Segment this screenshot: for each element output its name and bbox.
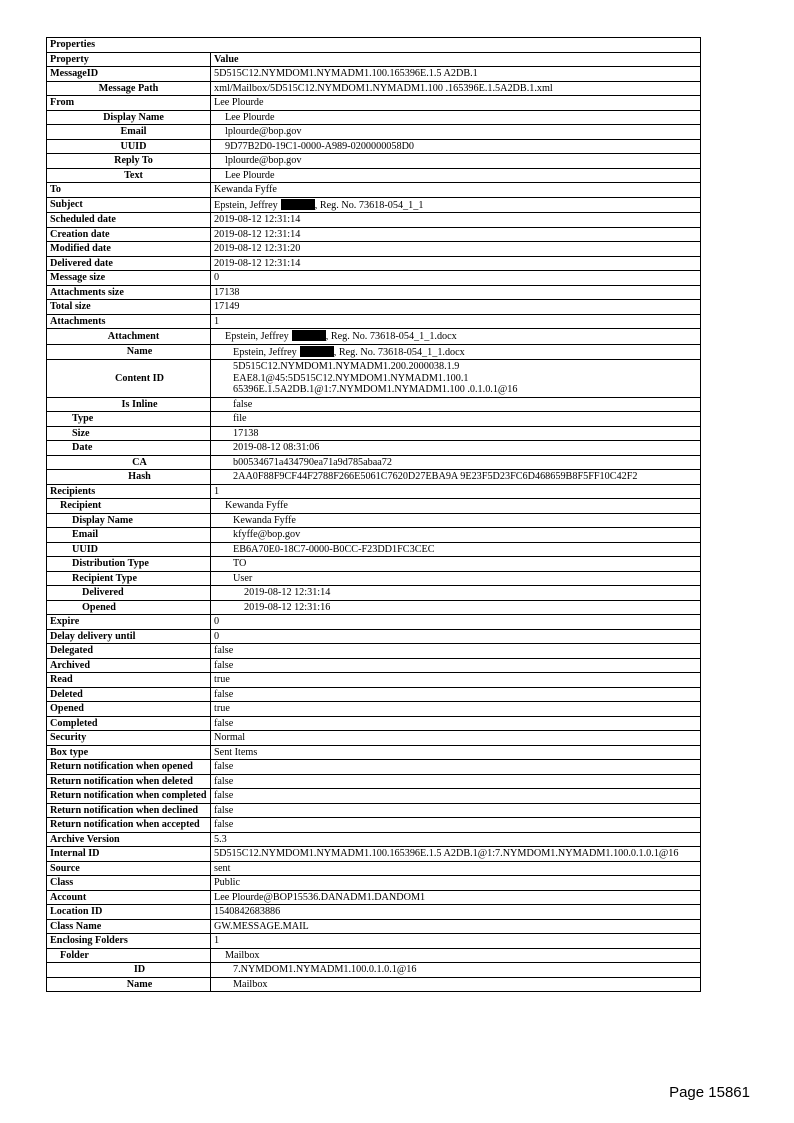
property-value: EB6A70E0-18C7-0000-B0CC-F23DD1FC3CEC [211, 542, 701, 557]
property-value: lplourde@bop.gov [211, 125, 701, 140]
property-key: Folder [47, 948, 211, 963]
property-value: Mailbox [211, 948, 701, 963]
table-row [47, 716, 701, 731]
table-row [47, 615, 701, 630]
table-row [47, 397, 701, 412]
property-value: Public [211, 876, 701, 891]
property-key: Recipient Type [47, 571, 211, 586]
property-key: Total size [47, 300, 211, 315]
property-key: Email [47, 125, 211, 140]
property-value: true [211, 673, 701, 688]
property-value [211, 360, 701, 398]
table-row [47, 197, 701, 213]
property-key: Expire [47, 615, 211, 630]
table-row [47, 542, 701, 557]
property-key: Recipients [47, 484, 211, 499]
property-key: Return notification when accepted [47, 818, 211, 833]
property-key: Recipient [47, 499, 211, 514]
table-row [47, 847, 701, 862]
table-row [47, 977, 701, 992]
table-row [47, 731, 701, 746]
table-row [47, 789, 701, 804]
table-row [47, 861, 701, 876]
property-value: 1 [211, 314, 701, 329]
property-key: Security [47, 731, 211, 746]
table-row [47, 256, 701, 271]
property-key: Return notification when deleted [47, 774, 211, 789]
table-row [47, 455, 701, 470]
value-line: EAE8.1@45:5D515C12.NYMDOM1.NYMADM1.100.1 [233, 372, 469, 384]
property-value: 1 [211, 934, 701, 949]
property-key: Opened [47, 600, 211, 615]
table-row [47, 513, 701, 528]
property-key: Completed [47, 716, 211, 731]
property-key: From [47, 96, 211, 111]
property-key: Attachment [47, 329, 211, 345]
property-key: Distribution Type [47, 557, 211, 572]
property-value: 17138 [211, 285, 701, 300]
property-key: Email [47, 528, 211, 543]
table-row [47, 948, 701, 963]
table-row [47, 484, 701, 499]
property-value: 5.3 [211, 832, 701, 847]
table-row [47, 183, 701, 198]
property-value: 2019-08-12 08:31:06 [211, 441, 701, 456]
property-key: Content ID [47, 360, 211, 398]
page-number: Page 15861 [669, 1084, 750, 1101]
property-key: Internal ID [47, 847, 211, 862]
property-value: 1540842683886 [211, 905, 701, 920]
property-key: Creation date [47, 227, 211, 242]
property-value: 9D77B2D0-19C1-0000-A989-0200000058D0 [211, 139, 701, 154]
property-key: Deleted [47, 687, 211, 702]
property-key: Scheduled date [47, 213, 211, 228]
property-key: Size [47, 426, 211, 441]
properties-table-body [47, 38, 701, 992]
header-value: Value [211, 52, 701, 67]
property-value: 0 [211, 615, 701, 630]
property-value: 2019-08-12 12:31:14 [211, 256, 701, 271]
property-value: Lee Plourde [211, 96, 701, 111]
property-value: Lee Plourde [211, 110, 701, 125]
table-row [47, 271, 701, 286]
table-row [47, 426, 701, 441]
property-value: false [211, 789, 701, 804]
property-value: Kewanda Fyffe [211, 183, 701, 198]
property-value: Kewanda Fyffe [211, 513, 701, 528]
table-row [47, 658, 701, 673]
property-value: 5D515C12.NYMDOM1.NYMADM1.100.165396E.1.5 A2DB.1@1:7.NYMDOM1.NYMADM1.100.0.1.0.1@16 [211, 847, 701, 862]
table-row [47, 774, 701, 789]
table-row [47, 314, 701, 329]
table-row [47, 412, 701, 427]
property-value: 5D515C12.NYMDOM1.NYMADM1.100.165396E.1.5 A2DB.1 [211, 67, 701, 82]
table-row [47, 300, 701, 315]
property-value: Kewanda Fyffe [211, 499, 701, 514]
table-row [47, 470, 701, 485]
table-row [47, 832, 701, 847]
table-row [47, 600, 701, 615]
table-row [47, 125, 701, 140]
property-key: Return notification when completed [47, 789, 211, 804]
property-value: false [211, 716, 701, 731]
table-row [47, 557, 701, 572]
table-row [47, 139, 701, 154]
property-key: Class [47, 876, 211, 891]
property-key: Date [47, 441, 211, 456]
redaction-box [281, 199, 315, 210]
property-value: false [211, 644, 701, 659]
property-value: true [211, 702, 701, 717]
table-row [47, 760, 701, 775]
property-value: Mailbox [211, 977, 701, 992]
property-value: false [211, 397, 701, 412]
property-value: User [211, 571, 701, 586]
property-key: Account [47, 890, 211, 905]
table-row [47, 890, 701, 905]
property-value: Sent Items [211, 745, 701, 760]
property-value: false [211, 803, 701, 818]
property-value: 2019-08-12 12:31:14 [211, 586, 701, 601]
property-value [211, 329, 701, 345]
table-row [47, 360, 701, 398]
table-row [47, 227, 701, 242]
property-value: file [211, 412, 701, 427]
table-row [47, 499, 701, 514]
property-value: 2AA0F88F9CF44F2788F266E5061C7620D27EBA9A 9E23F5D23FC6D468659B8F5FF10C42F2 [211, 470, 701, 485]
property-value: b00534671a434790ea71a9d785abaa72 [211, 455, 701, 470]
table-row [47, 876, 701, 891]
property-key: Subject [47, 197, 211, 213]
property-key: Return notification when declined [47, 803, 211, 818]
table-row [47, 168, 701, 183]
property-key: Display Name [47, 513, 211, 528]
table-row [47, 919, 701, 934]
property-key: MessageID [47, 67, 211, 82]
property-value: 7.NYMDOM1.NYMADM1.100.0.1.0.1@16 [211, 963, 701, 978]
property-key: UUID [47, 542, 211, 557]
property-key: Message size [47, 271, 211, 286]
property-key: Hash [47, 470, 211, 485]
redaction-box [292, 330, 326, 341]
value-line: 5D515C12.NYMDOM1.NYMADM1.200.2000038.1.9 [233, 361, 460, 372]
properties-table [46, 37, 701, 992]
property-key: Display Name [47, 110, 211, 125]
property-key: Archive Version [47, 832, 211, 847]
property-key: Return notification when opened [47, 760, 211, 775]
property-value: false [211, 818, 701, 833]
property-value: 2019-08-12 12:31:20 [211, 242, 701, 257]
table-row [47, 745, 701, 760]
property-key: Delivered [47, 586, 211, 601]
property-value: TO [211, 557, 701, 572]
property-value: Lee Plourde [211, 168, 701, 183]
property-value: xml/Mailbox/5D515C12.NYMDOM1.NYMADM1.100 .165396E.1.5A2DB.1.xml [211, 81, 701, 96]
table-row [47, 81, 701, 96]
table-row [47, 213, 701, 228]
value-text: Epstein, Jeffrey [225, 331, 289, 342]
table-row [47, 629, 701, 644]
table-row [47, 818, 701, 833]
property-key: Modified date [47, 242, 211, 257]
table-row [47, 96, 701, 111]
table-row [47, 963, 701, 978]
table-row [47, 702, 701, 717]
redaction-box [300, 346, 334, 357]
property-key: Box type [47, 745, 211, 760]
value-text: , Reg. No. 73618-054_1_1 [314, 199, 424, 211]
table-row [47, 571, 701, 586]
property-value: GW.MESSAGE.MAIL [211, 919, 701, 934]
table-row [47, 110, 701, 125]
property-key: Opened [47, 702, 211, 717]
header-row [47, 52, 701, 67]
property-key: Name [47, 344, 211, 360]
table-row [47, 687, 701, 702]
table-row [47, 242, 701, 257]
property-key: Is Inline [47, 397, 211, 412]
table-row [47, 673, 701, 688]
table-row [47, 441, 701, 456]
property-key: CA [47, 455, 211, 470]
property-key: Type [47, 412, 211, 427]
property-key: Message Path [47, 81, 211, 96]
property-key: Attachments [47, 314, 211, 329]
property-value: 0 [211, 271, 701, 286]
table-row [47, 344, 701, 360]
property-value: 2019-08-12 12:31:16 [211, 600, 701, 615]
table-row [47, 528, 701, 543]
property-value: 2019-08-12 12:31:14 [211, 227, 701, 242]
property-key: Name [47, 977, 211, 992]
table-row [47, 644, 701, 659]
table-row [47, 586, 701, 601]
value-text: Epstein, Jeffrey [214, 199, 278, 211]
table-row [47, 285, 701, 300]
property-key: Read [47, 673, 211, 688]
value-text: Epstein, Jeffrey [233, 346, 297, 358]
table-row [47, 934, 701, 949]
property-value: false [211, 774, 701, 789]
table-title: Properties [47, 38, 701, 53]
property-value: false [211, 687, 701, 702]
property-value: Normal [211, 731, 701, 746]
table-row [47, 803, 701, 818]
property-key: To [47, 183, 211, 198]
property-value: 0 [211, 629, 701, 644]
title-row [47, 38, 701, 53]
property-key: Enclosing Folders [47, 934, 211, 949]
property-value: false [211, 760, 701, 775]
property-key: Attachments size [47, 285, 211, 300]
property-value: 17138 [211, 426, 701, 441]
property-key: Location ID [47, 905, 211, 920]
property-value: sent [211, 861, 701, 876]
header-property: Property [47, 52, 211, 67]
property-key: Class Name [47, 919, 211, 934]
property-value [211, 344, 701, 360]
table-row [47, 67, 701, 82]
property-key: Delegated [47, 644, 211, 659]
property-value: false [211, 658, 701, 673]
value-line: 65396E.1.5A2DB.1@1:7.NYMDOM1.NYMADM1.100 .0.1.0.1@16 [233, 384, 518, 395]
property-key: Delay delivery until [47, 629, 211, 644]
property-key: Delivered date [47, 256, 211, 271]
property-key: Archived [47, 658, 211, 673]
table-row [47, 905, 701, 920]
property-value: Lee Plourde@BOP15536.DANADM1.DANDOM1 [211, 890, 701, 905]
property-value: 17149 [211, 300, 701, 315]
property-value: lplourde@bop.gov [211, 154, 701, 169]
property-value [211, 197, 701, 213]
table-row [47, 154, 701, 169]
property-value: kfyffe@bop.gov [211, 528, 701, 543]
property-key: UUID [47, 139, 211, 154]
value-text: , Reg. No. 73618-054_1_1.docx [325, 331, 457, 342]
table-row [47, 329, 701, 345]
property-key: Reply To [47, 154, 211, 169]
property-key: Source [47, 861, 211, 876]
property-key: ID [47, 963, 211, 978]
value-text: , Reg. No. 73618-054_1_1.docx [333, 346, 465, 358]
property-value: 2019-08-12 12:31:14 [211, 213, 701, 228]
property-key: Text [47, 168, 211, 183]
property-value: 1 [211, 484, 701, 499]
